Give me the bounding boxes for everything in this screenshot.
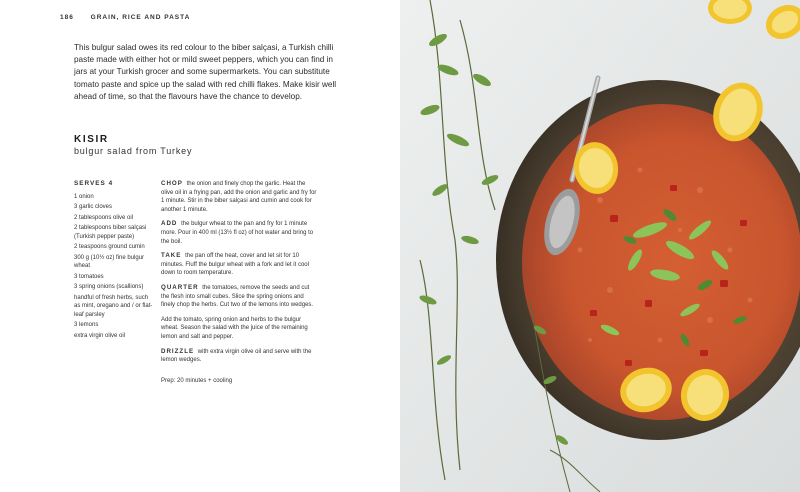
running-head	[60, 14, 190, 21]
step-text: the bulgur wheat to the pan and fry for 1 minute more. Pour in 400 ml (13½ fl oz) of hot water and bring to the boil.	[161, 221, 314, 245]
step-keyword: CHOP	[161, 180, 183, 187]
section-title: GRAIN, RICE AND PASTA	[90, 14, 191, 21]
method-steps	[161, 180, 317, 371]
page-number: 186	[60, 14, 74, 21]
ingredient-item: extra virgin olive oil	[74, 332, 126, 339]
ingredient-list	[74, 180, 154, 342]
step-keyword: DRIZZLE	[161, 347, 195, 355]
step-keyword: ADD	[161, 220, 178, 228]
step-text: the pan off the heat, cover and let sit for 10 minutes. Fluff the bulgur wheat with a fork and let it cool down to room temperature.	[161, 253, 309, 277]
step-text: Add the tomato, spring onion and herbs to the bulgur wheat. Season the salad with the juice of the remaining lemon and salt and pepper.	[161, 316, 308, 340]
method-step	[161, 284, 317, 310]
method-step	[161, 220, 317, 246]
ingredient-item: 1 onion	[74, 193, 94, 200]
step-text: with extra virgin olive oil and serve with the lemon wedges.	[161, 348, 312, 364]
method-step	[161, 252, 317, 278]
method-step	[161, 316, 317, 342]
ingredient-item: 3 lemons	[74, 322, 99, 328]
ingredient-item: handful of fresh herbs, such as mint, oregano and / or flat-leaf parsley	[74, 294, 153, 318]
recipe-subtitle: bulgur salad from Turkey	[74, 146, 193, 156]
ingredient-item: 2 tablespoons biber salçasi (Turkish pepper paste)	[74, 225, 147, 240]
step-keyword: QUARTER	[161, 283, 199, 291]
right-page	[400, 0, 800, 492]
prep-time: Prep: 20 minutes + cooling	[161, 378, 233, 384]
ingredient-item: 2 teaspoons ground cumin	[74, 244, 145, 250]
step-text: the tomatoes, remove the seeds and cut the flesh into small cubes. Slice the spring onions and finely chop the herbs. Cut two of the lemons into wedges.	[161, 284, 314, 309]
recipe-title: KISIR	[74, 134, 109, 145]
ingredient-item: 3 garlic cloves	[74, 204, 113, 210]
step-keyword: TAKE	[161, 252, 182, 260]
serves-label: SERVES 4	[74, 180, 114, 187]
intro-paragraph: This bulgur salad owes its red colour to the biber salçasi, a Turkish chilli paste made with either hot or mild sweet peppers, which you can find in jars at your Turkish grocer and some supermarkets. You can substitute tomato paste and spice up the salad with red chilli flakes. Make kisir well ahead of time, so that the flavours have the chance to develop.	[74, 43, 337, 101]
step-text: the onion and finely chop the garlic. Heat the olive oil in a frying pan, add the onion and garlic and fry for 1 minute. Stir in the biber salçasi and cumin and cook for another 1 minute.	[161, 181, 317, 213]
bulgur-salad-photo	[400, 0, 800, 492]
ingredient-item: 2 tablespoons olive oil	[74, 214, 134, 221]
method-step	[161, 180, 317, 214]
ingredient-item: 300 g (10½ oz) fine bulgur wheat	[74, 254, 145, 269]
ingredient-item: 3 tomatoes	[74, 273, 104, 280]
method-step	[161, 348, 317, 365]
ingredient-item: 3 spring onions (scallions)	[74, 284, 144, 290]
